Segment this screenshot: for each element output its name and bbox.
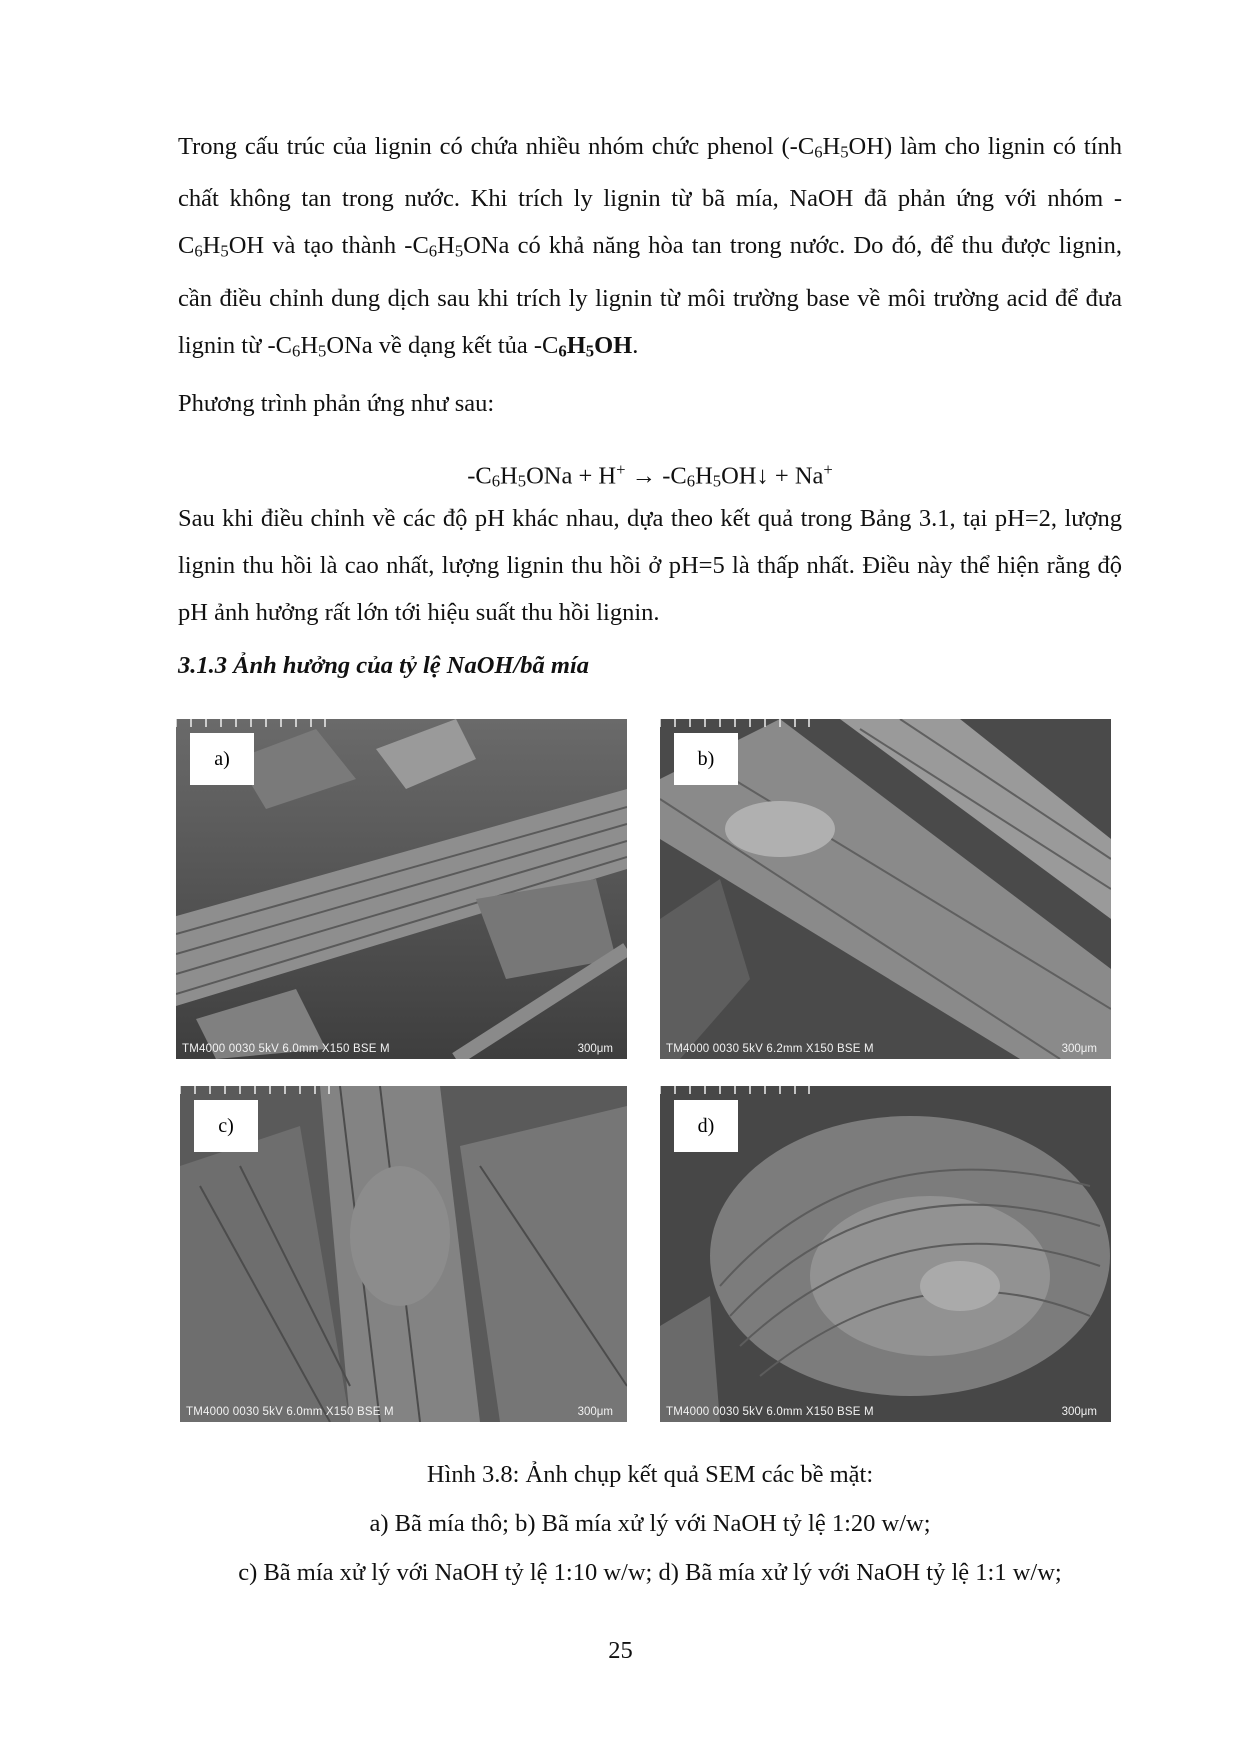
chem-ona: ONa [463, 232, 510, 260]
chem-ona: ONa [326, 331, 373, 359]
sub: 6 [194, 241, 203, 261]
chem-oh: OH [848, 133, 884, 160]
scale-label-a: 300μm [577, 1043, 613, 1055]
eq-part: OH [721, 462, 757, 490]
sub: 6 [491, 471, 501, 491]
sub: 6 [292, 340, 301, 360]
eq-part: ↓ + Na [756, 462, 824, 490]
figure-caption-title: Hình 3.8: Ảnh chụp kết quả SEM các bề mặt: [426, 1461, 874, 1488]
eq-part: + H [572, 462, 617, 490]
sem-info-c: TM4000 0030 5kV 6.0mm X150 BSE M [186, 1406, 394, 1418]
p1-text-e: về dạng kết tủa -C [372, 331, 559, 359]
sub: 6 [428, 241, 438, 261]
sub: 6 [558, 340, 567, 360]
chem-h: H [822, 133, 841, 160]
bold-chem [558, 332, 632, 359]
scale-bar-ticks-b [660, 719, 810, 727]
panel-label-d: d) [674, 1100, 738, 1152]
p1-text-a: Trong cấu trúc của lignin có chứa nhiều nhóm chức phenol (-C [178, 133, 815, 160]
sup: + [823, 460, 833, 479]
eq-part: → -C [625, 462, 687, 490]
figure-caption-line2: a) Bã mía thô; b) Bã mía xử lý với NaOH tỷ lệ 1:20 w/w; [369, 1510, 931, 1537]
panel-label-c: c) [194, 1100, 258, 1152]
sem-info-b: TM4000 0030 5kV 6.2mm X150 BSE M [666, 1043, 874, 1055]
eq-part: H [695, 462, 713, 490]
paragraph-lignin-structure [178, 123, 1122, 374]
eq-part: H [500, 462, 518, 490]
chem-h: H [437, 232, 455, 260]
figure-caption-line3: c) Bã mía xử lý với NaOH tỷ lệ 1:10 w/w; d) Bã mía xử lý với NaOH tỷ lệ 1:1 w/w; [238, 1559, 1062, 1586]
scale-label-b: 300μm [1061, 1043, 1097, 1055]
sub: 5 [585, 340, 595, 360]
page-number: 25 [608, 1637, 633, 1664]
sem-image-a [176, 719, 627, 1059]
sub: 5 [318, 340, 327, 360]
sub: 5 [220, 241, 229, 261]
chem-h: H [566, 331, 586, 359]
eq-part: ONa [526, 462, 573, 490]
sub: 5 [517, 471, 527, 491]
chem-oh: OH [228, 232, 265, 260]
p1-text-d: có khả năng hòa tan trong nước. Do đó, để thu được lignin, cần điều chỉnh dung dịch sau khi trích ly lignin từ môi trường base về môi trường acid để đưa lignin từ -C [178, 232, 1122, 359]
p1-text-c: và tạo thành -C [264, 232, 429, 260]
sub: 5 [454, 241, 464, 261]
paragraph-ph-result [178, 495, 1122, 636]
scale-bar-ticks-d [660, 1086, 810, 1094]
sub: 5 [840, 142, 849, 162]
section-heading: 3.1.3 Ảnh hưởng của tỷ lệ NaOH/bã mía [178, 652, 590, 679]
panel-label-b: b) [674, 733, 738, 785]
p1-text-f: . [632, 331, 639, 359]
sem-image-b [660, 719, 1111, 1059]
chem-h: H [202, 232, 221, 260]
eq-part: -C [467, 462, 492, 490]
sub: 6 [686, 471, 696, 491]
sem-info-d: TM4000 0030 5kV 6.0mm X150 BSE M [666, 1406, 874, 1418]
scale-bar-ticks-a [176, 719, 326, 727]
scale-label-d: 300μm [1061, 1406, 1097, 1418]
sup: + [616, 460, 626, 479]
chem-h: H [300, 331, 319, 359]
sem-image-c [180, 1086, 627, 1422]
sem-info-a: TM4000 0030 5kV 6.0mm X150 BSE M [182, 1043, 390, 1055]
scale-bar-ticks-c [180, 1086, 330, 1094]
paragraph-equation-intro [178, 380, 1122, 427]
chem-oh: OH [594, 331, 633, 359]
p3-text: Sau khi điều chỉnh về các độ pH khác nhau, dựa theo kết quả trong Bảng 3.1, tại pH=2, lượng lignin thu hồi là cao nhất, lượng lignin thu hồi ở pH=5 là thấp nhất. Điều này thể hiện rằng độ pH ảnh hưởng rất lớn tới hiệu suất thu hồi lignin. [178, 505, 1122, 626]
sub: 6 [814, 142, 823, 162]
sem-image-d [660, 1086, 1111, 1422]
panel-label-a: a) [190, 733, 254, 785]
scale-label-c: 300μm [577, 1406, 613, 1418]
sub: 5 [712, 471, 722, 491]
p1-text-b: ) làm cho lignin có tính chất không tan trong nước. Khi trích ly lignin từ bã mía, NaOH đã phản ứng với nhóm -C [178, 133, 1123, 260]
p2-text: Phương trình phản ứng như sau: [178, 390, 495, 417]
